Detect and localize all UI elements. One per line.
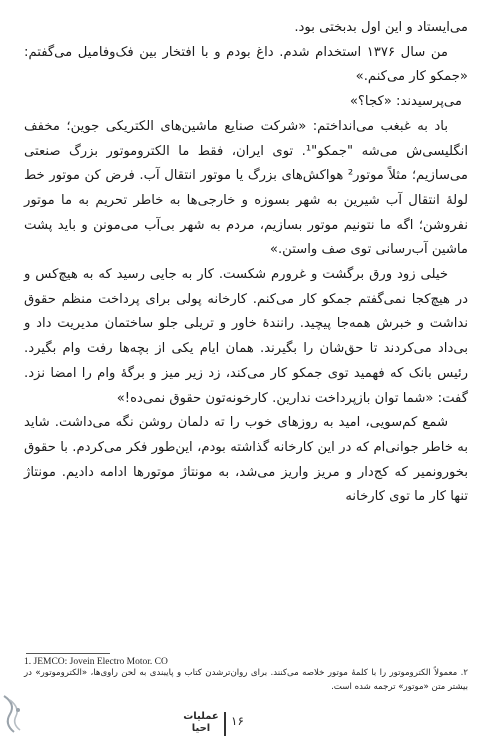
page-number: ۱۶	[231, 714, 244, 728]
paragraph-6: شمع کم‌سویی، امید به روزهای خوب را ته دلمان روشن نگه می‌داشت. شاید به خاطر جوانی‌ام که در این کارخانه گذاشته بودم، این‌طور فکر می‌کردم. با حقوق بخورونمیر که کج‌دار و مریز واریز می‌شد، به مونتاژ موتورها ادامه دادیم. مونتاژ تنها کار ما توی کارخانه	[24, 415, 468, 505]
book-logo-line-1: عملیات	[183, 711, 219, 722]
paragraph-3: می‌پرسیدند: «کجا؟»	[349, 94, 462, 110]
footnote-1: 1. JEMCO: Jovein Electro Motor. CO	[24, 657, 168, 667]
footnote-divider	[26, 653, 110, 654]
paragraph-5: خیلی زود ورق برگشت و غرورم شکست. کار به جایی رسید که به هیچ‌کس و در هیچ‌کجا نمی‌گفتم جمکو کار می‌کنم. کارخانه پولی برای پرداخت منظم حقوق نداشت و خبرش همه‌جا پیچید. رانندهٔ خاور و تریلی جلو ساختمان مدیریت داد و بی‌داد می‌کردند تا حق‌شان را بگیرند. همان ایام یکی از بچه‌ها رفت وام بگیرد. رئیس بانک که فهمید توی جمکو کار می‌کند، زد زیر میز و برگهٔ وام را امضا نزد. گفت: «شما توان بازپرداخت ندارین. کارخونه‌تون حقوق نمی‌ده!»	[24, 267, 468, 406]
footnote-2: ۲. معمولاً الکتروموتور را با کلمهٔ موتور خلاصه می‌کنند. برای روان‌ترشدن کتاب و پایبندی به لحن راوی‌ها، «الکتروموتور» در بیشتر متن «موتور» ترجمه شده است.	[24, 668, 468, 692]
body-text	[24, 16, 468, 510]
publisher-logo-icon	[0, 690, 36, 738]
paragraph-4: باد به غبغب می‌انداختم: «شرکت صنایع ماشین‌های الکتریکی جوین؛ مخفف انگلیسی‌ش می‌شه "جمکو"¹. توی ایران، فقط ما الکتروموتور بزرگ صنعتی می‌سازیم؛ مثلاً موتور² هواکش‌های بزرگ یا موتور انتقال آب. فرض کن موتور خط لولهٔ انتقال آب شیرین به شهر بسوزه و خارجی‌ها به خاطر تحریم به ما موتور نفروشن؛ اگه ما نتونیم موتور بسازیم، مردم به شهر بی‌آب می‌مونن و باید پشت ماشین آب‌رسانی توی صف واستن.»	[24, 118, 469, 258]
footer-divider	[224, 712, 226, 736]
paragraph-2: من سال ۱۳۷۶ استخدام شدم. داغ بودم و با افتخار بین فک‌وفامیل می‌گفتم: «جمکو کار می‌کنم.»	[24, 44, 468, 85]
book-logo-line-2: احیا	[191, 723, 211, 734]
book-logo	[180, 711, 222, 735]
paragraph-1: می‌ایستاد و این اول بدبختی بود.	[294, 20, 468, 35]
